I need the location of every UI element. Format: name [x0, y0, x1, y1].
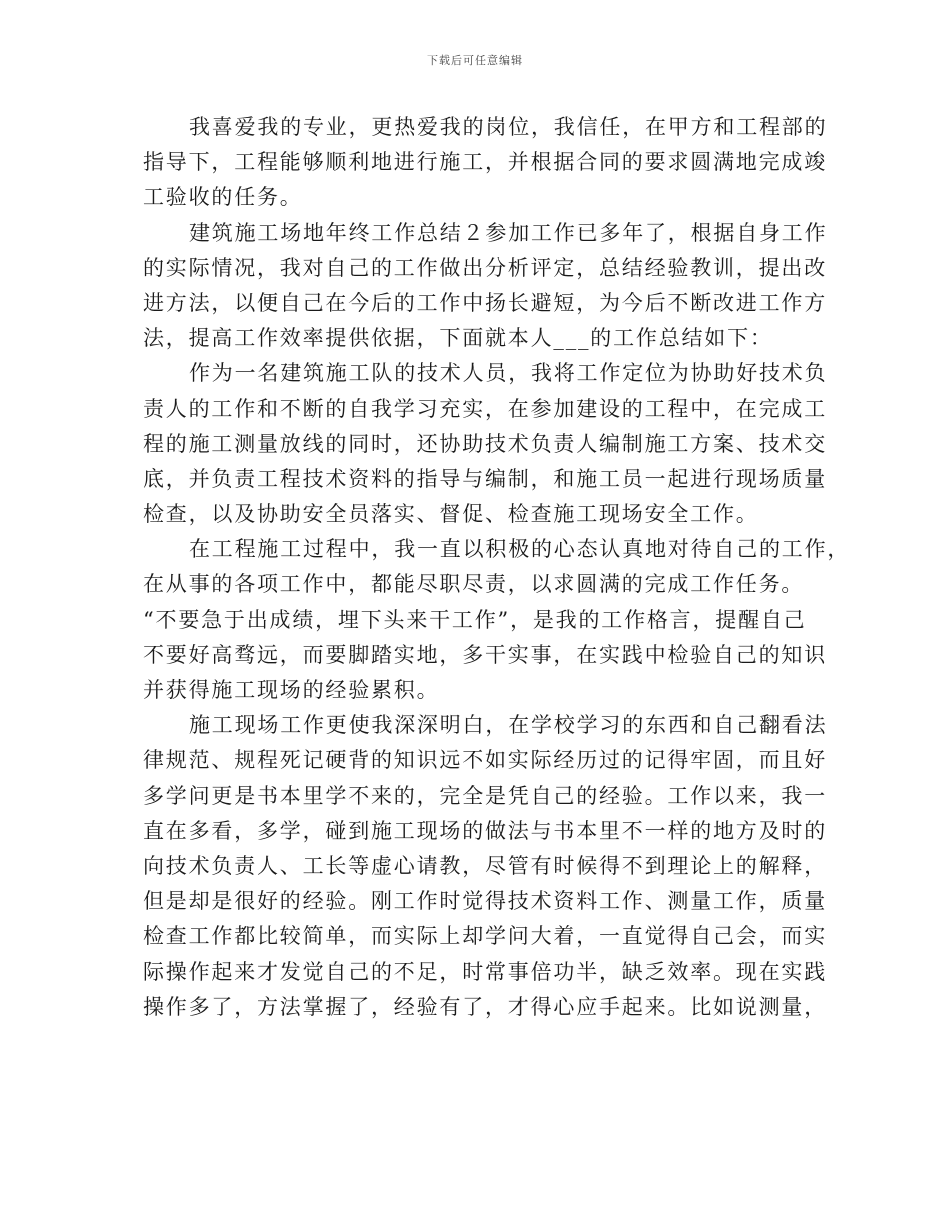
text-line: 在工程施工过程中，我一直以积极的心态认真地对待自己的工作， [189, 537, 851, 562]
text-line: 多学问更是书本里学不来的，完全是凭自己的经验。工作以来，我一 [143, 783, 827, 808]
text-line: 作为一名建筑施工队的技术人员，我将工作定位为协助好技术负 [189, 361, 828, 386]
text-line: 施工现场工作更使我深深明白，在学校学习的东西和自己翻看法 [189, 713, 828, 738]
text-line: “不要急于出成绩，埋下头来干工作”，是我的工作格言，提醒自己 [143, 607, 807, 632]
text-line: 建筑施工场地年终工作总结２参加工作已多年了，根据自身工作 [189, 220, 828, 245]
text-line: 向技术负责人、工长等虚心请教，尽管有时候得不到理论上的解释， [143, 853, 827, 878]
text-line: 在从事的各项工作中，都能尽职尽责，以求圆满的完成工作任务。 [143, 572, 805, 597]
text-line: 直在多看，多学，碰到施工现场的做法与书本里不一样的地方及时的 [143, 818, 827, 843]
text-line: 检查，以及协助安全员落实、督促、检查施工现场安全工作。 [143, 502, 759, 527]
text-line: 程的施工测量放线的同时，还协助技术负责人编制施工方案、技术交 [143, 431, 827, 456]
text-line: 但是却是很好的经验。刚工作时觉得技术资料工作、测量工作，质量 [143, 889, 827, 914]
text-line: 际操作起来才发觉自己的不足，时常事倍功半，缺乏效率。现在实践 [143, 959, 827, 984]
document-body [143, 110, 851, 1025]
text-line: 责人的工作和不断的自我学习充实，在参加建设的工程中，在完成工 [143, 396, 827, 421]
text-line: 工验收的任务。 [143, 185, 303, 210]
text-line: 不要好高骛远，而要脚踏实地，多干实事，在实践中检验自己的知识 [143, 642, 827, 667]
text-line: 我喜爱我的专业，更热爱我的岗位，我信任，在甲方和工程部的 [189, 115, 828, 139]
text-line: 律规范、规程死记硬背的知识远不如实际经历过的记得牢固，而且好 [143, 748, 827, 773]
text-line: 操作多了，方法掌握了，经验有了，才得心应手起来。比如说测量， [143, 994, 827, 1019]
text-line: 检查工作都比较简单，而实际上却学问大着，一直觉得自己会，而实 [143, 924, 827, 949]
text-line: 并获得施工现场的经验累积。 [143, 678, 440, 702]
text-line: 法，提高工作效率提供依据，下面就本人___的工作总结如下： [143, 326, 773, 351]
text-line: 底，并负责工程技术资料的指导与编制，和施工员一起进行现场质量 [143, 466, 827, 491]
text-line: 的实际情况，我对自己的工作做出分析评定，总结经验教训，提出改 [143, 255, 827, 280]
text-line: 进方法，以便自己在今后的工作中扬长避短，为今后不断改进工作方 [143, 290, 827, 315]
page-header: 下载后可任意编辑 [427, 54, 523, 67]
text-line: 指导下，工程能够顺利地进行施工，并根据合同的要求圆满地完成竣 [143, 150, 827, 175]
